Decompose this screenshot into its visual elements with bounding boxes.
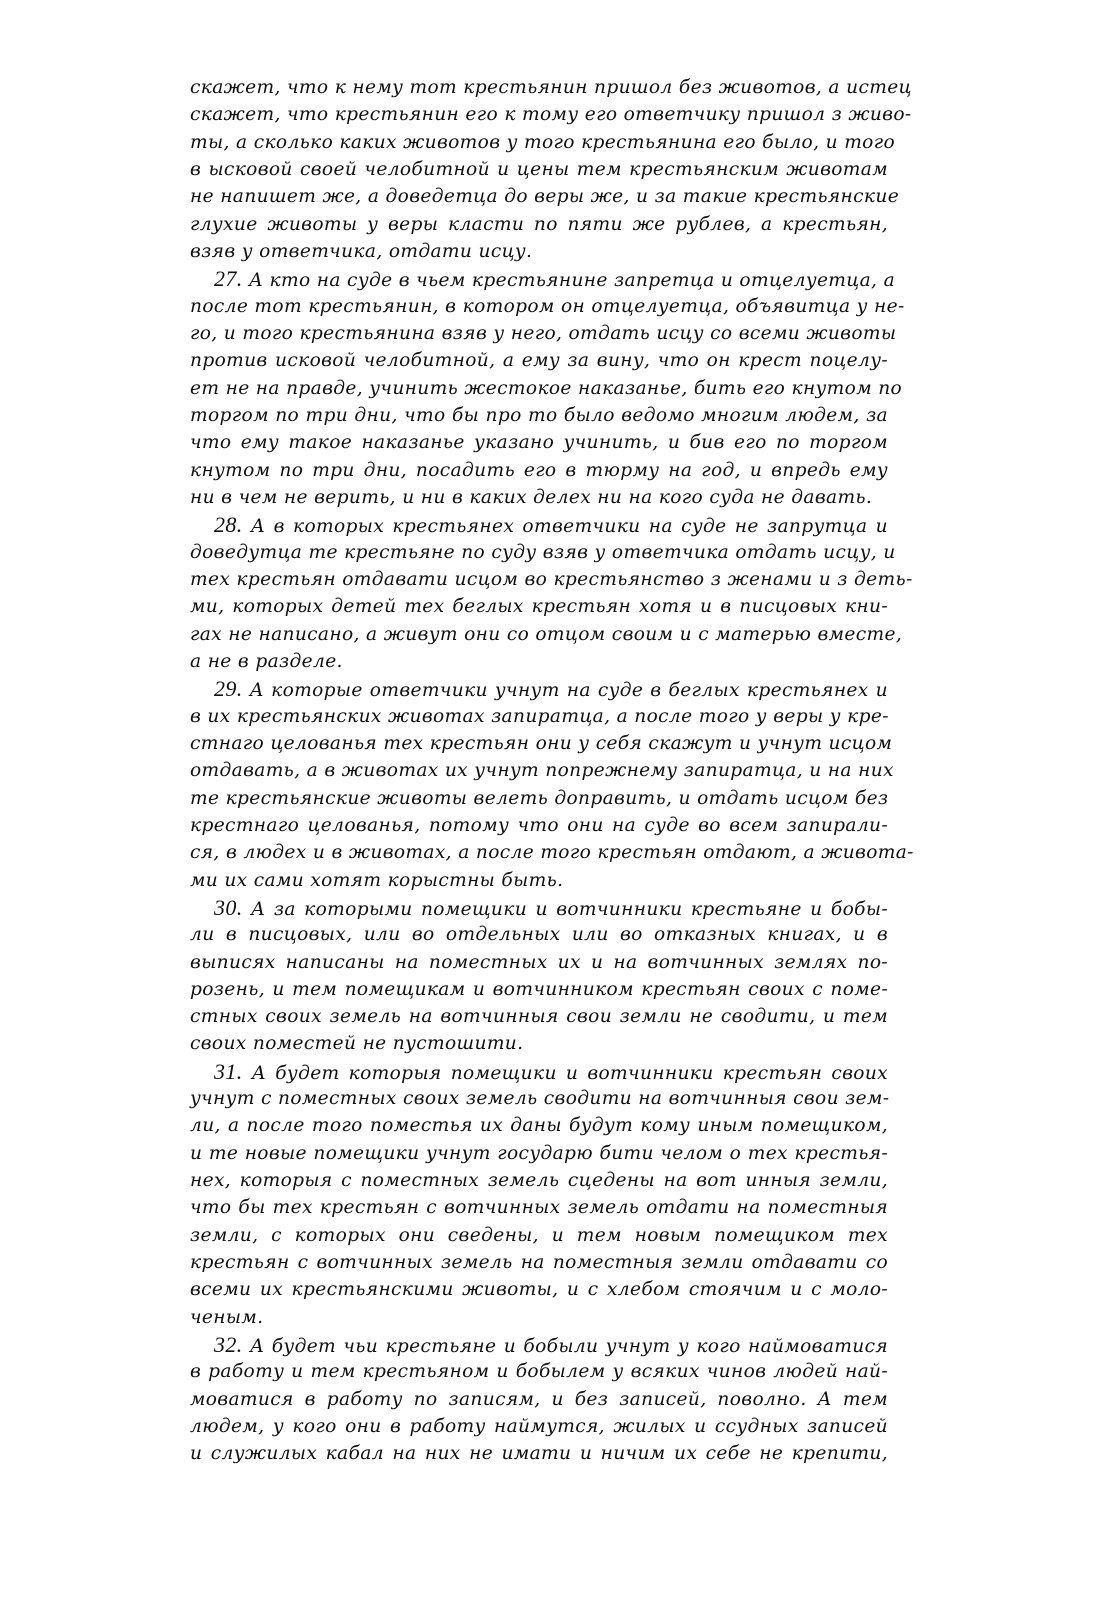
article-text: А будет чьи крестьяне и бобыли учнут у кого наймоватися — [249, 1336, 888, 1358]
text-line: взяв у ответчика, отдати исцу. — [190, 240, 533, 262]
paragraph-continuation — [190, 74, 912, 265]
text-line: выписях написаны на поместных их и на вотчинных землях по- — [190, 951, 888, 973]
text-line: в их крестьянских животах запиратца, а после того у веры у кре- — [190, 705, 889, 727]
text-line: людем, у кого они в работу наймутся, жилых и ссудных записей — [190, 1416, 888, 1438]
text-line: моватися в работу по записям, и без записей, поволно. А тем — [190, 1388, 888, 1410]
article-30 — [190, 894, 888, 1058]
text-line: ся, в людех и в животах, а после того крестьян отдают, а живота- — [190, 842, 914, 864]
article-text: А в которых крестьянех ответчики на суде не запрутца и — [250, 516, 888, 538]
article-27 — [190, 265, 905, 511]
text-line: торгом по три дни, что бы про то было ведомо многим людем, за — [190, 404, 888, 426]
text-line: а не в разделе. — [190, 650, 343, 672]
text-line: те крестьянские животы велеть доправить, и отдать исцом без — [190, 787, 889, 809]
text-line: розень, и тем помещикам и вотчинником крестьян своих с поме- — [190, 978, 888, 1000]
text-line: нех, которыя с поместных земель сцедены на вот инныя земли, — [190, 1170, 888, 1192]
article-number: 28. — [214, 512, 243, 538]
text-line: глухие животы у веры класти по пяти же рублев, а крестьян, — [190, 213, 888, 235]
text-line — [190, 265, 896, 292]
text-line: учнут с поместных своих земель сводити на вотчинныя свои зем- — [190, 1088, 890, 1110]
text-line: ни в чем не верить, и ни в каких делех ни на кого суда не давать. — [190, 486, 873, 508]
text-line: стных своих земель на вотчинныя свои земли не сводити, и тем — [190, 1006, 888, 1028]
article-text: А которые ответчики учнут на суде в беглых крестьянех и — [249, 680, 888, 702]
text-line: скажет, что крестьянин его к тому его ответчику пришол з живо- — [190, 104, 912, 126]
text-line — [190, 675, 888, 702]
text-line: в ысковой своей челобитной и цены тем крестьянским животам — [190, 158, 888, 180]
text-line: в работу и тем крестьяном и бобылем у всяких чинов людей най- — [190, 1361, 888, 1383]
text-line: тех крестьян отдавати исцом во крестьянство з женами и з деть- — [190, 568, 913, 590]
text-line — [190, 511, 888, 538]
article-text: А кто на суде в чьем крестьянине запретца и отцелуетца, а — [248, 270, 896, 292]
text-line: ли в писцовых, или во отдельных или во отказных книгах, и в — [190, 924, 888, 946]
text-line: что бы тех крестьян с вотчинных земель отдати на поместныя — [190, 1197, 888, 1219]
text-line: крестьян с вотчинных земель на поместныя земли отдавати со — [190, 1252, 888, 1274]
article-number: 32. — [214, 1332, 243, 1358]
article-number: 31. — [214, 1058, 243, 1084]
text-line: земли, с которых они сведены, и тем новым помещиком тех — [190, 1224, 888, 1246]
article-number: 29. — [214, 676, 243, 702]
text-line: ми их сами хотят корыстны быть. — [190, 869, 564, 891]
text-line: своих поместей не пустошити. — [190, 1033, 524, 1055]
text-line: не напишет же, а доведетца до веры же, и за такие крестьянские — [190, 186, 900, 208]
text-line: после тот крестьянин, в котором он отцелуетца, объявитца у не- — [190, 295, 905, 317]
text-line: гах не написано, а живут они со отцом своим и с матерью вместе, — [190, 623, 903, 645]
document-page — [190, 74, 914, 1468]
article-31 — [190, 1058, 888, 1331]
article-29 — [190, 675, 914, 894]
text-line — [190, 894, 888, 921]
article-number: 27. — [214, 266, 243, 292]
text-line: го, и того крестьянина взяв у него, отдать исцу со всеми животы — [190, 322, 897, 344]
text-line: крестнаго целованья, потому что они на суде во всем запирали- — [190, 814, 888, 836]
article-text: А будет которыя помещики и вотчинники крестьян своих — [251, 1062, 888, 1084]
article-28 — [190, 511, 913, 675]
text-line: скажет, что к нему тот крестьянин пришол без животов, а истец — [190, 77, 912, 98]
text-line: и те новые помещики учнут государю бити челом о тех крестья- — [190, 1142, 888, 1164]
text-line: ли, а после того поместья их даны будут кому иным помещиком, — [190, 1115, 888, 1137]
text-line — [190, 1331, 888, 1358]
article-32 — [190, 1331, 888, 1468]
text-line: отдавать, а в животах их учнут попрежнему запиратца, и на них — [190, 760, 894, 782]
text-line: против исковой челобитной, а ему за вину, что он крест поцелу- — [190, 350, 888, 372]
text-line: что ему такое наказанье указано учинить, и бив его по торгом — [190, 432, 888, 454]
text-line: ми, которых детей тех беглых крестьян хотя и в писцовых кни- — [190, 596, 888, 618]
text-line: и служилых кабал на них не имати и ничим их себе не крепити, — [190, 1443, 888, 1465]
text-line: кнутом по три дни, посадить его в тюрму на год, и впредь ему — [190, 459, 888, 481]
text-line: ченым. — [190, 1306, 264, 1328]
text-line: стнаго целованья тех крестьян они у себя скажут и учнут исцом — [190, 732, 893, 754]
article-number: 30. — [214, 894, 243, 920]
text-line: доведутца те крестьяне по суду взяв у ответчика отдать исцу, и — [190, 541, 896, 563]
text-line: ты, а сколько каких животов у того крестьянина его было, и того — [190, 131, 896, 153]
article-text: А за которыми помещики и вотчинники крестьяне и бобы- — [250, 898, 888, 920]
text-line: ет не на правде, учинить жестокое наказанье, бить его кнутом по — [190, 377, 903, 399]
text-line — [190, 1058, 888, 1085]
text-line: всеми их крестьянскими животы, и с хлебом стоячим и с моло- — [190, 1279, 888, 1301]
